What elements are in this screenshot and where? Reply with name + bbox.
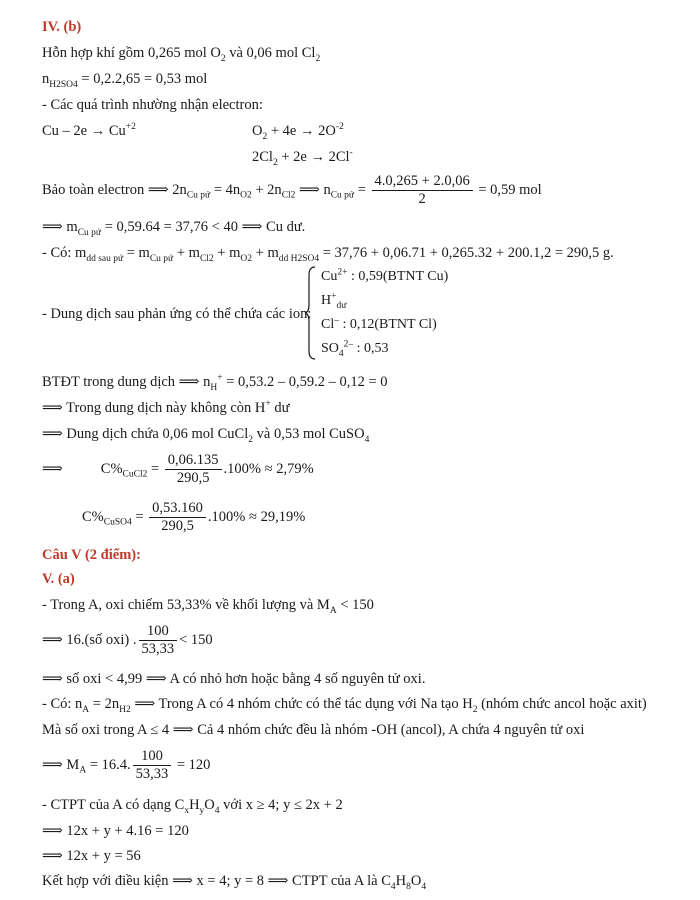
brace-icon xyxy=(303,265,317,361)
line-process: - Các quá trình nhường nhận electron: xyxy=(42,97,263,113)
line-molar-mass: ⟹ $M_A = 16.4$. $\frac{100}{53,33}$ = 120 xyxy=(42,748,211,782)
line-conc-cucl2: ⟹ $C\%_{CuCl2}$ = $\frac{0,06.135}{290,5}$ .100% ≈ 2,79% xyxy=(42,452,314,486)
heading-v-a: V. (a) xyxy=(42,571,75,587)
fraction-molar-mass: $\frac{100}{53,33}$ xyxy=(133,748,172,783)
fraction-cuso4: $\frac{0,53.160}{290,5}$ xyxy=(149,500,206,535)
heading-question-5: Câu V (2 điểm): xyxy=(42,547,141,563)
line-charge-balance: BTĐT trong dung dịch ⟹ $n_H^+ = 0,53.2 - 0,59.2 - 0,12 = 0$ xyxy=(42,373,388,393)
line-mass-cu: ⟹ $m_{Cu pứ} = 0,59.64 = 37,76 < 40$ ⟹ Cu dư. xyxy=(42,219,306,238)
ion-so4: $SO_4^{2-}$ : 0,53 xyxy=(321,339,389,359)
line-equation-1: ⟹ 12x + y + 4.16 = 120 xyxy=(42,823,189,839)
line-oxygen-inequality: ⟹ 16.(số oxi) . $\frac{100}{53,33}$ < 150 xyxy=(42,623,213,657)
line-formula-form: - CTPT của A có dạng $C_xH_yO_4$ với x ≥ 4; y ≤ 2x + 2 xyxy=(42,797,343,816)
ion-cu: $Cu^{2+}$ : 0,59(BTNT Cu) xyxy=(321,267,449,284)
line-oxygen-percent: - Trong A, oxi chiếm 53,33% về khối lượng và $M_A < 150$ xyxy=(42,597,374,616)
heading-iv-b: IV. (b) xyxy=(42,19,82,35)
fraction-oxygen: $\frac{100}{53,33}$ xyxy=(139,623,178,658)
line-n-h2so4: $n_{H2SO4} = 0,2.2,65 = 0,53$ mol xyxy=(42,71,208,90)
ion-list xyxy=(303,265,483,361)
line-final-formula: Kết hợp với điều kiện ⟹ x = 4; y = 8 ⟹ CTPT của A là $C_4H_8O_4$ xyxy=(42,873,427,892)
line-cu-oxidation: $Cu - 2e \to Cu^{+2}$ xyxy=(42,122,136,139)
line-oxygen-count: ⟹ số oxi < 4,99 ⟹ A có nhỏ hơn hoặc bằng 4 số nguyên tử oxi. xyxy=(42,671,426,687)
fraction-electron: $\frac{4.0,265 + 2.0,06}{2}$ xyxy=(372,173,473,208)
line-na-reaction: - Có: $n_A = 2n_{H2}$ ⟹ Trong A có 4 nhóm chức có thể tác dụng với Na tạo $H_2$ (nhóm chức ancol hoặc axit) xyxy=(42,696,647,715)
line-cl2-reduction: $2Cl_2 + 2e \to 2Cl^-$ xyxy=(252,148,353,168)
line-o2-reduction: $O_2 + 4e \to 2O^{-2}$ xyxy=(252,122,344,142)
line-no-h: ⟹ Trong dung dịch này không còn H+ dư xyxy=(42,399,290,416)
fraction-cucl2: $\frac{0,06.135}{290,5}$ xyxy=(165,452,222,487)
line-electron-balance: Bảo toàn electron ⟹ $2n_{Cu pứ} = 4n_{O2} + 2n_{Cl2}$ ⟹ $n_{Cu pứ}$ = $\frac{4.0,265 + 2.0,06}{2}$ = 0,59 mol xyxy=(42,173,542,207)
line-mass-solution: - Có: $m_{dd sau pứ} = m_{Cu pứ} + m_{Cl2} + m_{O2} + m_{dd H2SO4} = 37,76 + 0,06.71 + 0,265.32 + 200.1,2 = 290,5$ g. xyxy=(42,245,614,264)
line-contents: ⟹ Dung dịch chứa 0,06 mol CuCl$_2$ và 0,53 mol CuSO$_4$ xyxy=(42,426,370,445)
line-oh-groups: Mà số oxi trong A ≤ 4 ⟹ Cả 4 nhóm chức đều là nhóm -OH (ancol), A chứa 4 nguyên tử oxi xyxy=(42,722,585,738)
line-equation-2: ⟹ 12x + y = 56 xyxy=(42,848,141,864)
line-conc-cuso4: $C\%_{CuSO4}$ = $\frac{0,53.160}{290,5}$ .100% ≈ 29,19% xyxy=(82,500,306,534)
line-mixture: Hỗn hợp khí gồm 0,265 mol $O_2$ và 0,06 mol $Cl_2$ xyxy=(42,45,321,64)
ion-h: $H^+_{dư}$ xyxy=(321,291,347,311)
line-ions-intro: - Dung dịch sau phản ứng có thể chứa các ion: xyxy=(42,306,312,322)
ion-cl: Cl– : 0,12(BTNT Cl) xyxy=(321,315,437,332)
